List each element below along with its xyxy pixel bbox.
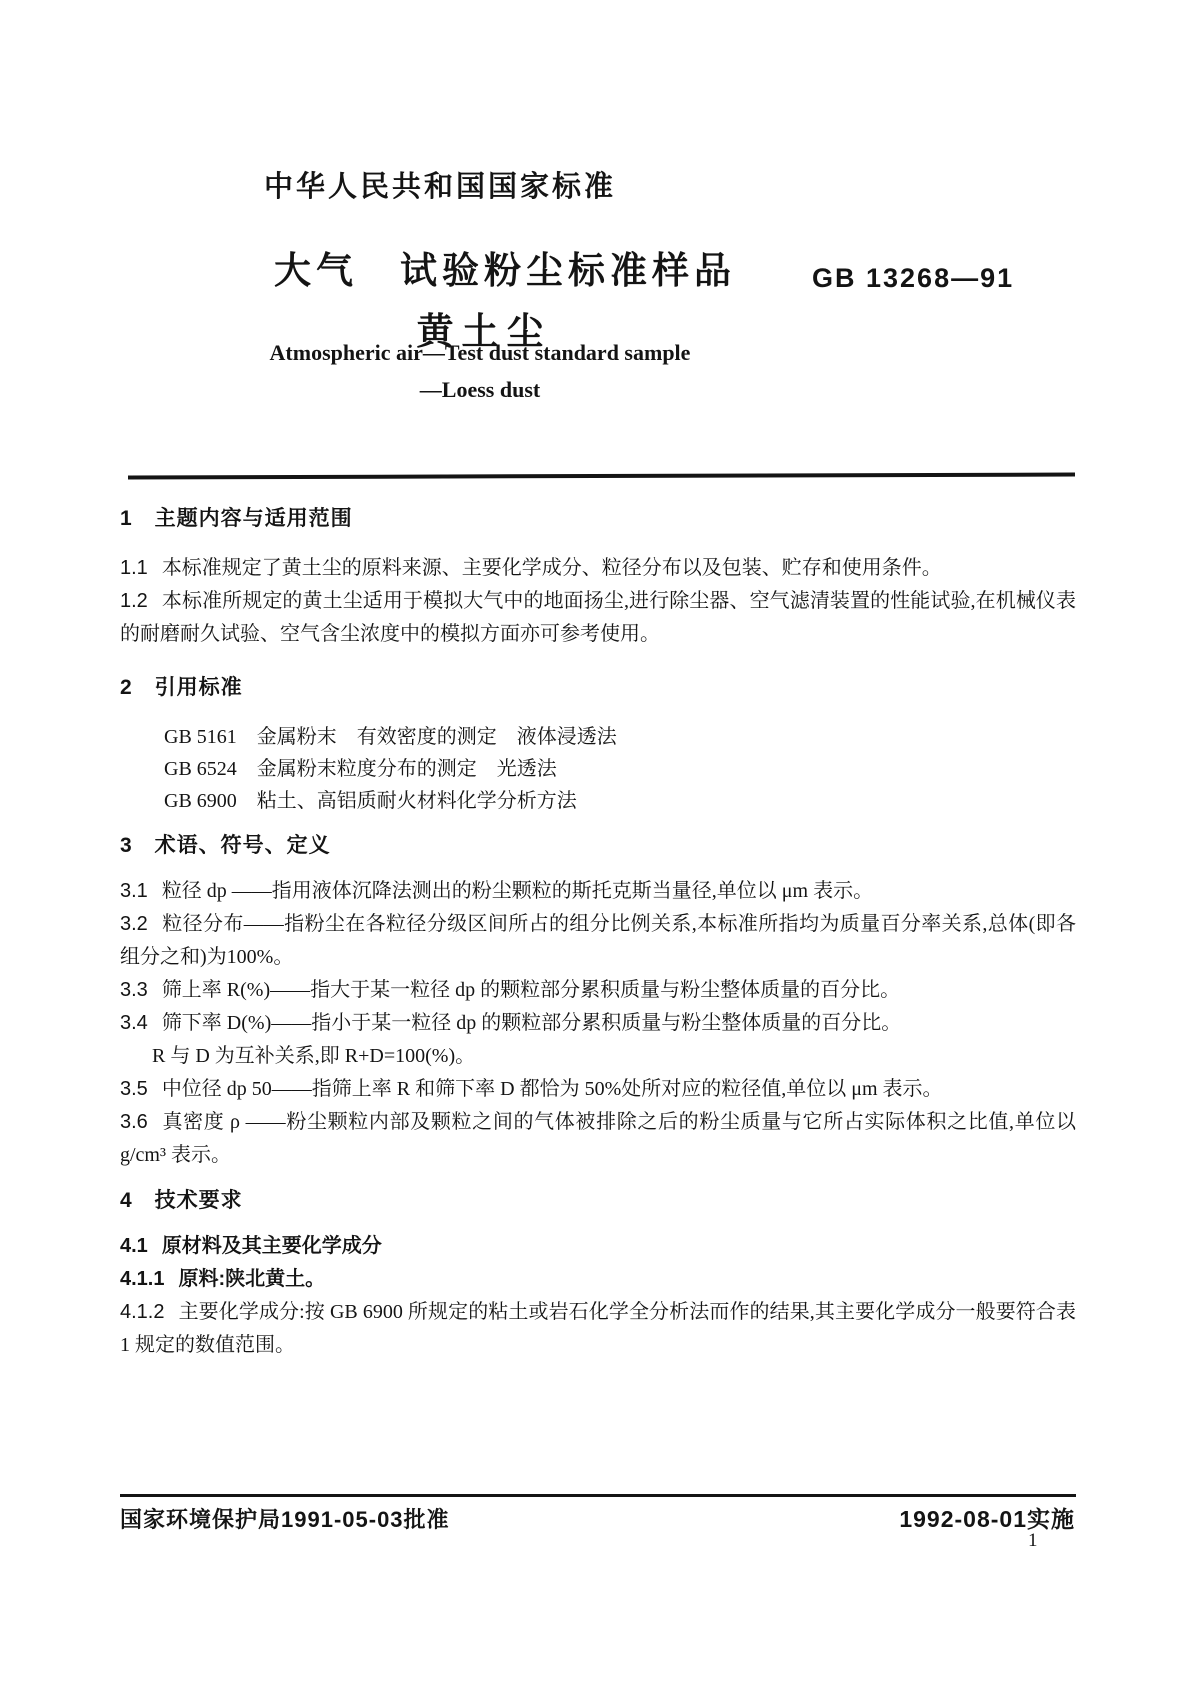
clause-4-1-2: [120, 1296, 1076, 1362]
standard-organization-title: 中华人民共和国国家标准: [264, 171, 617, 203]
clause-text: 粒径分布——指粉尘在各粒径分级区间所占的组分比例关系,本标准所指均为质量百分率关系,总体(即各组分之和)为100%。: [120, 913, 1076, 968]
referenced-standard: GB 6524 金属粉末粒度分布的测定 光透法: [164, 758, 557, 780]
clause-number: 3.6: [120, 1111, 148, 1133]
clause-number: 3.3: [120, 979, 148, 1001]
clause-number: 4.1: [120, 1235, 148, 1257]
document-body: [120, 494, 1076, 1362]
clause-number: 4.1.1: [120, 1268, 165, 1290]
clause-text: 筛下率 D(%)——指小于某一粒径 dp 的颗粒部分累积质量与粉尘整体质量的百分比。: [161, 1012, 902, 1034]
clause-1-2: [120, 585, 1076, 651]
document-title-en-line2: —Loess dust: [419, 377, 541, 402]
clause-1-1: [120, 552, 1076, 585]
clause-3-3: [120, 974, 1076, 1007]
clause-text: 原料:陕北黄土。: [178, 1268, 326, 1290]
clause-number: 3.5: [120, 1078, 148, 1100]
clause-text: 中位径 dp 50——指筛上率 R 和筛下率 D 都恰为 50%处所对应的粒径值,单位以 μm 表示。: [161, 1078, 943, 1100]
footer-implementation-text: 1992-08-01实施: [899, 1506, 1075, 1532]
clause-number: 1.2: [120, 590, 148, 612]
referenced-standards-list: [120, 721, 1076, 817]
clause-number: 4.1.2: [120, 1301, 165, 1323]
standard-code: GB 13268—91: [812, 263, 1015, 293]
clause-number: 1.1: [120, 557, 148, 579]
clause-4-1-1: [120, 1263, 1076, 1296]
clause-text: 原材料及其主要化学成分: [161, 1235, 382, 1257]
clause-text: 本标准所规定的黄土尘适用于模拟大气中的地面扬尘,进行除尘器、空气滤清装置的性能试验,在机械仪表的耐磨耐久试验、空气含尘浓度中的模拟方面亦可参考使用。: [120, 590, 1076, 645]
clause-text: 粒径 dp ——指用液体沉降法测出的粉尘颗粒的斯托克斯当量径,单位以 μm 表示。: [161, 880, 874, 902]
document-title-en-line1: Atmospheric air—Test dust standard sample: [269, 340, 691, 365]
section-heading-3: 3 术语、符号、定义: [120, 834, 331, 857]
clause-3-5: [120, 1073, 1076, 1106]
footer-divider-rule: [120, 1494, 1076, 1497]
section-heading-4: 4 技术要求: [120, 1189, 243, 1212]
clause-3-4: [120, 1007, 1076, 1040]
section-heading-2: 2 引用标准: [120, 676, 243, 699]
clause-text: 本标准规定了黄土尘的原料来源、主要化学成分、粒径分布以及包装、贮存和使用条件。: [161, 557, 942, 579]
document-title-cn-line1: 大气 试验粉尘标准样品: [274, 250, 736, 291]
clause-3-1: [120, 875, 1076, 908]
footer-approval-text: 国家环境保护局1991-05-03批准: [120, 1507, 450, 1532]
section-heading-1: 1 主题内容与适用范围: [120, 507, 353, 530]
clause-number: 3.2: [120, 913, 148, 935]
referenced-standard: GB 5161 金属粉末 有效密度的测定 液体浸透法: [164, 726, 617, 748]
clause-text: 真密度 ρ ——粉尘颗粒内部及颗粒之间的气体被排除之后的粉尘质量与它所占实际体积之比值,单位以 g/cm³ 表示。: [120, 1111, 1076, 1166]
clause-3-2: [120, 908, 1076, 974]
clause-text: 筛上率 R(%)——指大于某一粒径 dp 的颗粒部分累积质量与粉尘整体质量的百分比。: [161, 979, 901, 1001]
clause-text: 主要化学成分:按 GB 6900 所规定的粘土或岩石化学全分析法而作的结果,其主要化学成分一般要符合表 1 规定的数值范围。: [120, 1301, 1076, 1356]
referenced-standard: GB 6900 粘土、高铝质耐火材料化学分析方法: [164, 790, 577, 812]
clause-number: 3.4: [120, 1012, 148, 1034]
page-number: 1: [1028, 1530, 1038, 1551]
clause-3-6: [120, 1106, 1076, 1172]
header-divider-rule: [128, 473, 1075, 480]
document-title-cn-line2: 黄土尘: [416, 311, 552, 352]
clause-text: R 与 D 为互补关系,即 R+D=100(%)。: [152, 1045, 476, 1067]
clause-3-4-note: [120, 1040, 1076, 1073]
clause-4-1: [120, 1230, 1076, 1263]
clause-number: 3.1: [120, 880, 148, 902]
